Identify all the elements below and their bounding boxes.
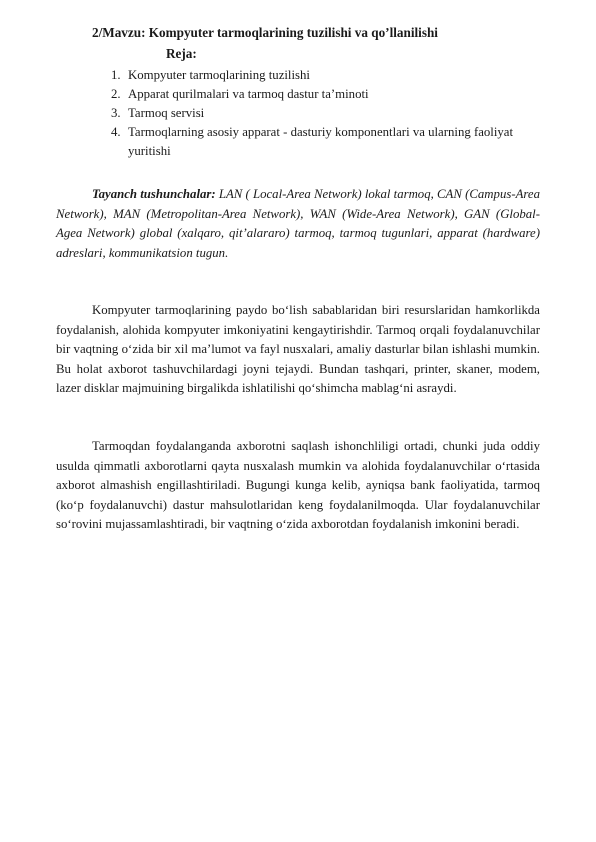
plan-item bbox=[92, 85, 522, 104]
keywords-text: LAN ( Local-Area Network) lokal tarmoq, CAN (Campus-Area Network), MAN (Metropolitan-Area Network), WAN (Wide-Area Network), GAN (Global-Agea Network) global (xalqaro, qit’alararo) tarmoq, tarmoq tugunlari, apparat (hardware) adreslari, kommunikatsion tugun. bbox=[56, 187, 540, 260]
plan-item-text: Tarmoqlarning asosiy apparat - dasturiy komponentlari va ularning faoliyat yuritishi bbox=[128, 125, 514, 158]
plan-item-number: 4. bbox=[111, 125, 121, 139]
plan-label: Reja: bbox=[166, 46, 197, 61]
body-paragraph: Kompyuter tarmoqlarining paydo bo‘lish sabablaridan biri resurslaridan hamkorlikda foydalanish, alohida kompyuter imkoniyatini kengaytirishdir. Tarmoq orqali foydalanuvchilar bir vaqtning o‘zida bir xil ma’lumot va fayl nusxalari, amaliy dasturlar bilan ishlashi mumkin. Bu holat axborot tashuvchilardagi joyni tejaydi. Bundan tashqari, printer, skaner, modem, lazer disklar majmuining birgalikda ishlatilishi qo‘shimcha mablag‘ni asraydi. bbox=[56, 303, 540, 396]
plan-item bbox=[92, 66, 522, 85]
plan-item-number: 3. bbox=[111, 106, 121, 120]
plan-item bbox=[92, 104, 522, 123]
body-paragraph: Tarmoqdan foydalanganda axborotni saqlash ishonchliligi ortadi, chunki juda oddiy usulda qimmatli axborotlarni qayta nusxalash mumkin va alohida foydalanuvchilar o‘rtasida axborot almashish engillashtiriladi. Bugungi kunga kelib, ayniqsa bank faoliyatida, tarmoq (ko‘p foydalanuvchi) dastur mahsulotlaridan keng foydalanilmoqda. Ular foydalanuvchilar so‘rovini mujassamlashtiradi, bir vaqtning o‘zida axborotdan foydalanish imkonini beradi. bbox=[56, 439, 540, 532]
plan-item-text: Tarmoq servisi bbox=[128, 106, 205, 120]
document-title: 2/Mavzu: Kompyuter tarmoqlarining tuzilishi va qo’llanilishi bbox=[92, 25, 438, 40]
plan-list bbox=[92, 66, 522, 161]
plan-item bbox=[92, 123, 522, 161]
plan-item-number: 2. bbox=[111, 87, 121, 101]
keywords-paragraph bbox=[56, 185, 540, 263]
plan-item-text: Kompyuter tarmoqlarining tuzilishi bbox=[128, 68, 310, 82]
plan-item-number: 1. bbox=[111, 68, 121, 82]
keywords-label: Tayanch tushunchalar: bbox=[92, 187, 216, 201]
plan-item-text: Apparat qurilmalari va tarmoq dastur ta’minoti bbox=[128, 87, 369, 101]
